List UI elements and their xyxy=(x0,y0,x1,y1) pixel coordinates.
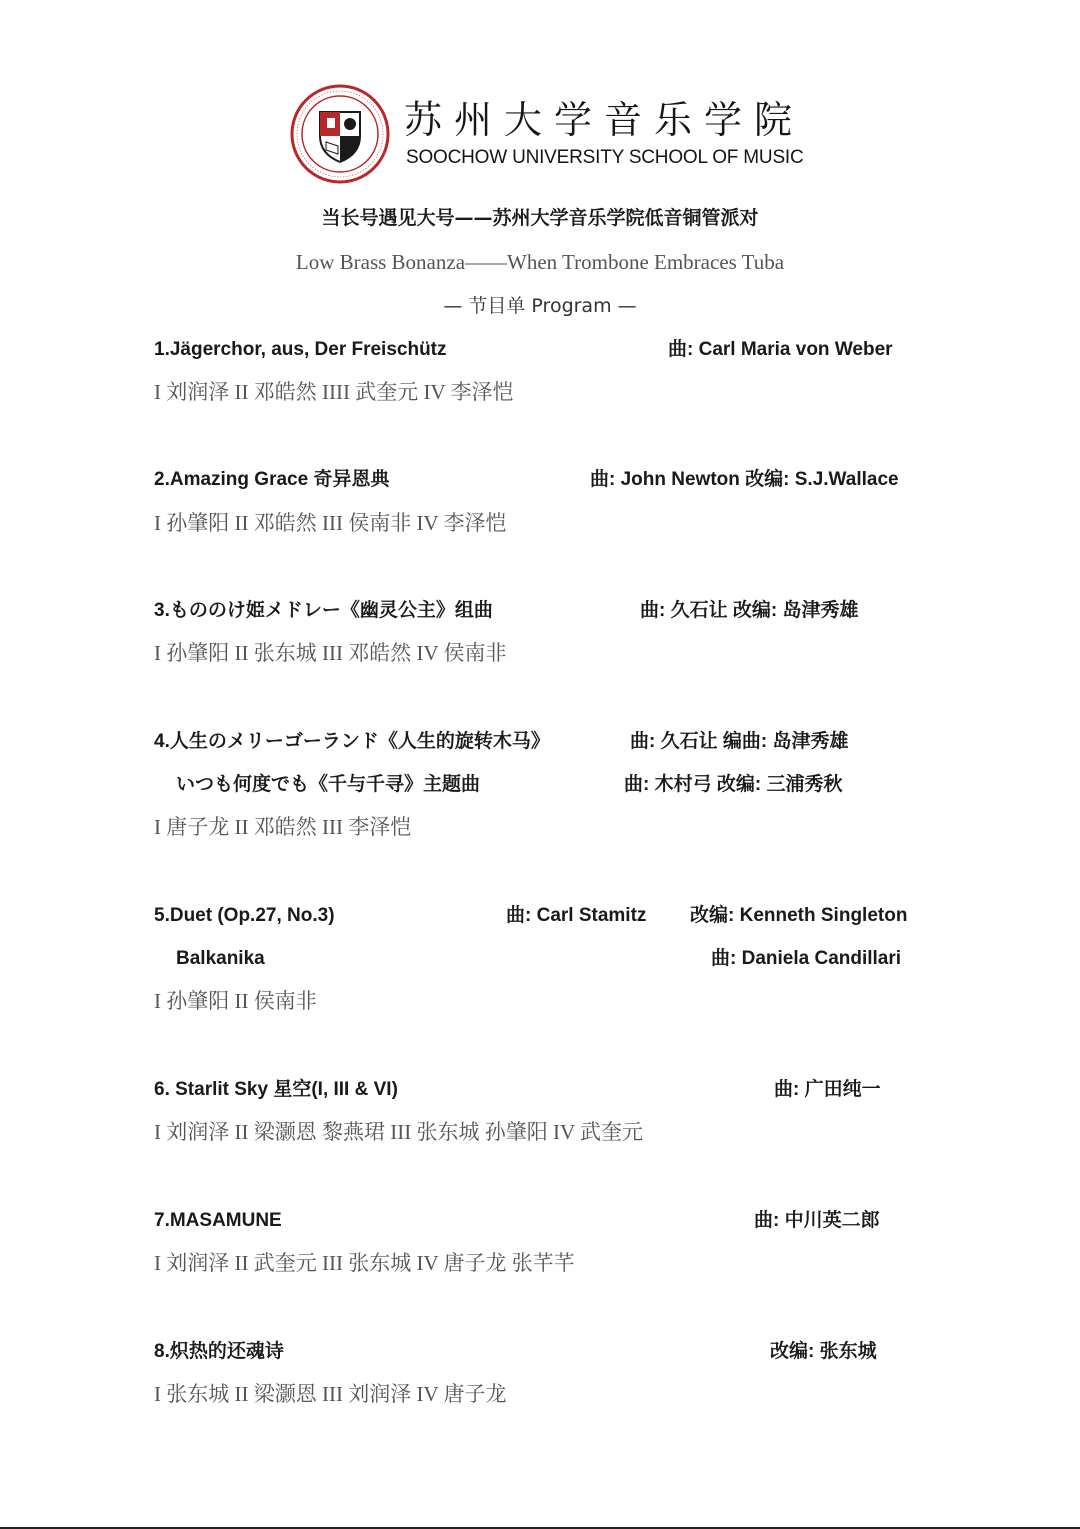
program-item-8-performers: I 张东城 II 梁灏恩 III 刘润泽 IV 唐子龙 xyxy=(154,1382,507,1406)
program-item-4-performers: I 唐子龙 II 邓皓然 III 李泽恺 xyxy=(154,815,412,839)
program-item-2-title: 2.Amazing Grace 奇异恩典 xyxy=(154,469,390,490)
program-item-1-title: 1.Jägerchor, aus, Der Freischütz xyxy=(154,339,447,360)
program-item-5-title: 5.Duet (Op.27, No.3) xyxy=(154,905,335,926)
program-item-5-performers: I 孙肇阳 II 侯南非 xyxy=(154,989,317,1013)
program-item-3-credit: 曲: 久石让 改编: 岛津秀雄 xyxy=(640,600,859,621)
program-item-2-credit: 曲: John Newton 改编: S.J.Wallace xyxy=(590,469,899,490)
school-name-cn: 苏州大学音乐学院 xyxy=(404,98,805,142)
program-item-7-performers: I 刘润泽 II 武奎元 III 张东城 IV 唐子龙 张芊芊 xyxy=(154,1251,575,1275)
program-item-3-title: 3.もののけ姫メドレー《幽灵公主》组曲 xyxy=(154,600,493,621)
program-item-4-subcredit: 曲: 木村弓 改编: 三浦秀秋 xyxy=(624,774,843,795)
university-seal-icon xyxy=(290,84,390,184)
program-item-5-subcredit: 曲: Daniela Candillari xyxy=(711,948,902,969)
program-item-4-subtitle: いつも何度でも《千与千寻》主题曲 xyxy=(176,774,481,795)
program-item-4-title: 4.人生のメリーゴーランド《人生的旋转木马》 xyxy=(154,731,550,752)
program-item-4-credit: 曲: 久石让 编曲: 岛津秀雄 xyxy=(630,731,849,752)
program-item-5-credit-arranger: 改编: Kenneth Singleton xyxy=(690,905,908,926)
program-item-8-title: 8.炽热的还魂诗 xyxy=(154,1341,284,1362)
school-name-en: SOOCHOW UNIVERSITY SCHOOL OF MUSIC xyxy=(406,147,804,168)
program-item-7-title: 7.MASAMUNE xyxy=(154,1210,282,1231)
program-item-5-credit-composer: 曲: Carl Stamitz xyxy=(506,905,647,926)
concert-title-en: Low Brass Bonanza——When Trombone Embraces Tuba xyxy=(295,250,785,274)
program-item-7-credit: 曲: 中川英二郎 xyxy=(754,1210,880,1231)
program-item-3-performers: I 孙肇阳 II 张东城 III 邓皓然 IV 侯南非 xyxy=(154,641,507,665)
program-item-8-credit: 改编: 张东城 xyxy=(770,1341,877,1362)
concert-title-cn: 当长号遇见大号——苏州大学音乐学院低音铜管派对 xyxy=(321,207,759,229)
program-item-1-performers: I 刘润泽 II 邓皓然 IIII 武奎元 IV 李泽恺 xyxy=(154,380,514,404)
program-item-6-credit: 曲: 广田纯一 xyxy=(774,1079,881,1100)
program-item-6-performers: I 刘润泽 II 梁灏恩 黎燕珺 III 张东城 孙肇阳 IV 武奎元 xyxy=(154,1120,643,1144)
program-item-6-title: 6. Starlit Sky 星空(I, III & VI) xyxy=(154,1079,398,1100)
program-item-5-subtitle: Balkanika xyxy=(176,948,265,969)
program-item-1-credit: 曲: Carl Maria von Weber xyxy=(668,339,893,360)
program-item-2-performers: I 孙肇阳 II 邓皓然 III 侯南非 IV 李泽恺 xyxy=(154,511,507,535)
program-heading: — 节目单 Program — xyxy=(443,295,637,317)
